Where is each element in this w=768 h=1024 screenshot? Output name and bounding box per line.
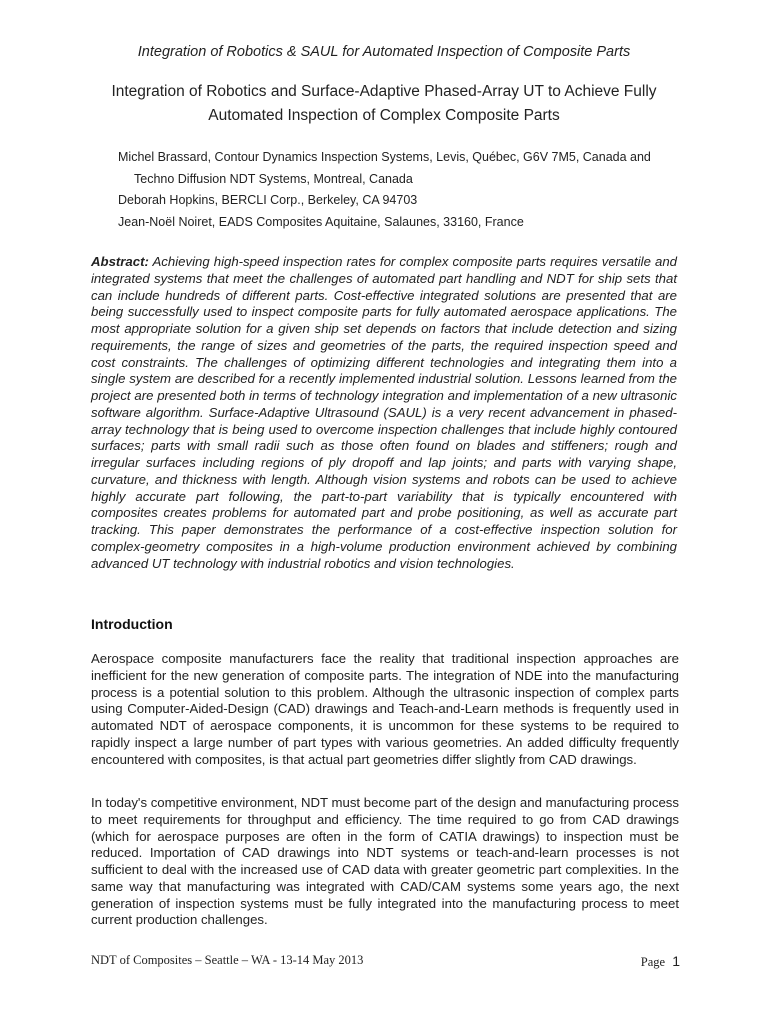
footer-page: [641, 953, 680, 970]
author-line: Michel Brassard, Contour Dynamics Inspection Systems, Levis, Québec, G6V 7M5, Canada and: [118, 150, 651, 164]
body-paragraph: In today's competitive environment, NDT must become part of the design and manufacturing process to meet requirements for throughput and efficiency. The time required to go from CAD drawings (which for aerospace purposes are often in the form of CATIA drawings) to inspection must be reduced. Importation of CAD drawings into NDT systems or teach-and-learn processes is not sufficient to deal with the increased use of CAD data with greater geometric part complexities. In the same way that manufacturing was integrated with CAD/CAM systems some years ago, the next generation of inspection systems must be fully integrated into the manufacturing process to meet current production challenges.: [91, 795, 679, 928]
footer-conference: NDT of Composites – Seattle – WA - 13-14 May 2013: [91, 953, 364, 967]
author-list: [118, 147, 718, 233]
page-label: Page: [640, 955, 666, 969]
author-line: Deborah Hopkins, BERCLI Corp., Berkeley, CA 94703: [118, 193, 418, 207]
paper-title-line: Automated Inspection of Complex Composite Parts: [208, 107, 560, 124]
section-heading: Introduction: [91, 616, 173, 632]
author-line: Jean-Noël Noiret, EADS Composites Aquitaine, Salaunes, 33160, France: [118, 214, 524, 229]
author-line: Techno Diffusion NDT Systems, Montreal, Canada: [134, 171, 413, 186]
paper-title-line: Integration of Robotics and Surface-Adaptive Phased-Array UT to Achieve Fully: [111, 83, 657, 100]
body-paragraph: Aerospace composite manufacturers face the reality that traditional inspection approaches are inefficient for the new generation of composite parts. The integration of NDE into the manufacturing process is a potential solution to this problem. Although the ultrasonic inspection of complex parts using Computer-Aided-Design (CAD) drawings and Teach-and-Learn methods is frequently used in automated NDT of aerospace components, it is uncommon for these systems to be required to rapidly inspect a large number of part types with various geometries. An added difficulty frequently encountered with composites, is that actual part geometries differ slightly from CAD drawings.: [91, 651, 679, 767]
running-header: Integration of Robotics & SAUL for Automated Inspection of Composite Parts: [137, 44, 631, 60]
abstract-label: Abstract:: [91, 254, 149, 269]
page-number: 1: [672, 953, 680, 969]
abstract: [91, 254, 677, 572]
abstract-text: Achieving high-speed inspection rates for complex composite parts requires versatile and integrated systems that meet the challenges of automated part handling and NDT for ship sets that can include hundreds of different parts. Cost-effective integrated solutions are presented that are being successfully used to inspect composite parts for fully automated aerospace applications. The most appropriate solution for a given ship set depends on factors that include detection and sizing requirements, the range of sizes and geometries of the parts, the required inspection speed and cost constraints. The challenges of optimizing different technologies and integrating them into a single system are described for a recently implemented industrial solution. Lessons learned from the project are presented both in terms of technology integration and implementation of a new ultrasonic software algorithm. Surface-Adaptive Ultrasound (SAUL) is a very recent advancement in phased-array technology that is being used to overcome inspection challenges that include highly contoured surfaces; parts with small radii such as those often found on blades and stiffeners; rough and irregular surfaces including regions of ply dropoff and lap joints; and parts with varying shape, curvature, and thickness with length. Although vision systems and robots can be used to achieve highly accurate part following, the part-to-part variability that is typically encountered with composites creates problems for automated part and probe positioning, as well as accurate part tracking. This paper demonstrates the performance of a cost-effective inspection solution for complex-geometry composites in a high-volume production environment achieved by combining advanced UT technology with industrial robotics and vision technologies.: [91, 254, 677, 571]
paper-title: [60, 80, 708, 128]
